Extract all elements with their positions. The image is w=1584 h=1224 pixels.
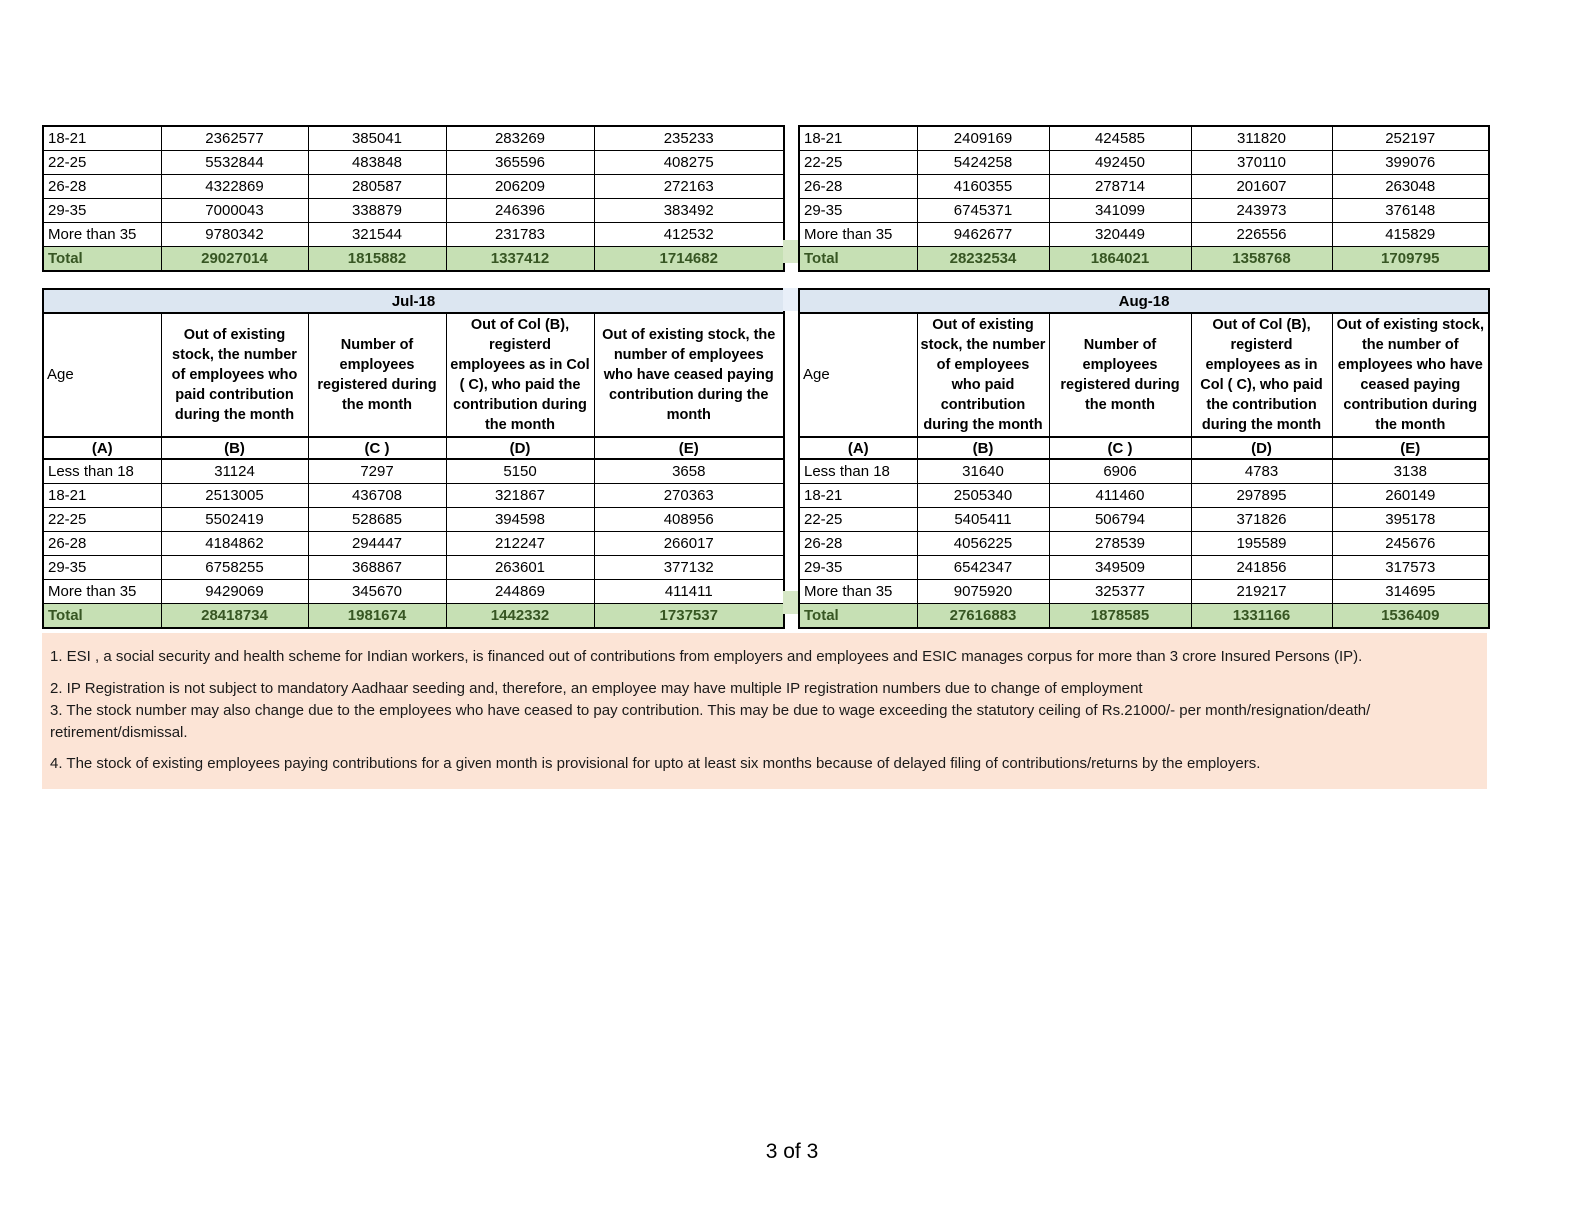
col-c-header: Number of employees registered during the month xyxy=(308,313,446,437)
table-row xyxy=(43,247,784,272)
value-cell: 31124 xyxy=(161,459,308,484)
value-cell: 219217 xyxy=(1191,580,1332,604)
age-label-cell: 18-21 xyxy=(799,484,917,508)
value-cell: 483848 xyxy=(308,151,446,175)
value-cell: 7297 xyxy=(308,459,446,484)
value-cell: 1714682 xyxy=(594,247,784,272)
value-cell: 3138 xyxy=(1332,459,1489,484)
table-row xyxy=(43,484,784,508)
value-cell: 280587 xyxy=(308,175,446,199)
value-cell: 244869 xyxy=(446,580,594,604)
age-label-cell: 22-25 xyxy=(43,151,161,175)
value-cell: 1331166 xyxy=(1191,604,1332,629)
value-cell: 31640 xyxy=(917,459,1049,484)
value-cell: 349509 xyxy=(1049,556,1191,580)
table-row xyxy=(43,459,784,484)
column-header-row xyxy=(43,313,784,437)
month-header-row xyxy=(43,289,784,313)
age-label-cell: More than 35 xyxy=(43,223,161,247)
value-cell: 1864021 xyxy=(1049,247,1191,272)
value-cell: 4783 xyxy=(1191,459,1332,484)
value-cell: 5532844 xyxy=(161,151,308,175)
value-cell: 241856 xyxy=(1191,556,1332,580)
footnote-1: 1. ESI , a social security and health scheme for Indian workers, is financed out of contributions from employers and employees and ESIC manages corpus for more than 3 crore Insured Persons (IP). xyxy=(50,648,1363,665)
value-cell: 7000043 xyxy=(161,199,308,223)
value-cell: 345670 xyxy=(308,580,446,604)
table-row xyxy=(799,484,1489,508)
value-cell: 294447 xyxy=(308,532,446,556)
value-cell: 1737537 xyxy=(594,604,784,629)
value-cell: 385041 xyxy=(308,126,446,151)
value-cell: 2409169 xyxy=(917,126,1049,151)
value-cell: 9780342 xyxy=(161,223,308,247)
age-label-cell: Total xyxy=(799,604,917,629)
value-cell: 2362577 xyxy=(161,126,308,151)
top-left-continuation-table xyxy=(42,125,785,272)
top-right-continuation-table xyxy=(798,125,1490,272)
col-letter-d: (D) xyxy=(446,437,594,459)
value-cell: 6758255 xyxy=(161,556,308,580)
col-e-header: Out of existing stock, the number of employees who have ceased paying contribution during the month xyxy=(1332,313,1489,437)
table-row xyxy=(799,175,1489,199)
value-cell: 263048 xyxy=(1332,175,1489,199)
value-cell: 278714 xyxy=(1049,175,1191,199)
value-cell: 245676 xyxy=(1332,532,1489,556)
value-cell: 1878585 xyxy=(1049,604,1191,629)
value-cell: 338879 xyxy=(308,199,446,223)
value-cell: 246396 xyxy=(446,199,594,223)
value-cell: 270363 xyxy=(594,484,784,508)
col-c-header: Number of employees registered during the month xyxy=(1049,313,1191,437)
value-cell: 311820 xyxy=(1191,126,1332,151)
column-letters-row xyxy=(43,437,784,459)
value-cell: 283269 xyxy=(446,126,594,151)
age-label-cell: 26-28 xyxy=(43,175,161,199)
value-cell: 370110 xyxy=(1191,151,1332,175)
age-label-cell: Total xyxy=(43,604,161,629)
month-header-row xyxy=(799,289,1489,313)
total-row-body xyxy=(43,247,784,272)
footnote-3: 3. The stock number may also change due to the employees who have ceased to pay contribution. This may be due to wage exceeding the statutory ceiling of Rs.21000/- per month/resignation/death/ xyxy=(50,702,1371,719)
col-d-header: Out of Col (B), registerd employees as in Col ( C), who paid the contribution during the month xyxy=(446,313,594,437)
footnote-2: 2. IP Registration is not subject to mandatory Aadhaar seeding and, therefore, an employee may have multiple IP registration numbers due to change of employment xyxy=(50,680,1143,697)
value-cell: 412532 xyxy=(594,223,784,247)
table-header xyxy=(799,289,1489,459)
table-row xyxy=(799,580,1489,604)
page-number: 3 of 3 xyxy=(765,1140,819,1163)
value-cell: 4056225 xyxy=(917,532,1049,556)
value-cell: 1442332 xyxy=(446,604,594,629)
table-row xyxy=(43,126,784,151)
value-cell: 2505340 xyxy=(917,484,1049,508)
value-cell: 365596 xyxy=(446,151,594,175)
value-cell: 206209 xyxy=(446,175,594,199)
col-letter-e: (E) xyxy=(594,437,784,459)
value-cell: 212247 xyxy=(446,532,594,556)
total-row-gap-tint xyxy=(783,240,798,263)
value-cell: 320449 xyxy=(1049,223,1191,247)
value-cell: 235233 xyxy=(594,126,784,151)
month-title: Aug-18 xyxy=(799,289,1489,313)
value-cell: 411411 xyxy=(594,580,784,604)
column-header-row xyxy=(799,313,1489,437)
table-body xyxy=(799,459,1489,604)
value-cell: 436708 xyxy=(308,484,446,508)
age-label-cell: 18-21 xyxy=(43,484,161,508)
value-cell: 314695 xyxy=(1332,580,1489,604)
value-cell: 272163 xyxy=(594,175,784,199)
table-header xyxy=(43,289,784,459)
column-letters-row xyxy=(799,437,1489,459)
value-cell: 1358768 xyxy=(1191,247,1332,272)
value-cell: 376148 xyxy=(1332,199,1489,223)
value-cell: 5502419 xyxy=(161,508,308,532)
table-body xyxy=(799,126,1489,247)
table-row xyxy=(799,508,1489,532)
age-label-cell: 29-35 xyxy=(43,199,161,223)
value-cell: 297895 xyxy=(1191,484,1332,508)
value-cell: 1981674 xyxy=(308,604,446,629)
value-cell: 506794 xyxy=(1049,508,1191,532)
table-row xyxy=(43,532,784,556)
table-row xyxy=(43,175,784,199)
table-row xyxy=(799,532,1489,556)
age-label-cell: 22-25 xyxy=(43,508,161,532)
table-row xyxy=(799,126,1489,151)
table-row xyxy=(43,508,784,532)
age-label-cell: Total xyxy=(799,247,917,272)
age-column-header: Age xyxy=(799,313,917,437)
value-cell: 6542347 xyxy=(917,556,1049,580)
age-label-cell: 22-25 xyxy=(799,508,917,532)
value-cell: 528685 xyxy=(308,508,446,532)
table-row xyxy=(799,151,1489,175)
value-cell: 231783 xyxy=(446,223,594,247)
col-d-header: Out of Col (B), registerd employees as in Col ( C), who paid the contribution during the month xyxy=(1191,313,1332,437)
value-cell: 28418734 xyxy=(161,604,308,629)
value-cell: 317573 xyxy=(1332,556,1489,580)
value-cell: 6906 xyxy=(1049,459,1191,484)
value-cell: 399076 xyxy=(1332,151,1489,175)
jul-18-table xyxy=(42,288,785,629)
value-cell: 9462677 xyxy=(917,223,1049,247)
age-label-cell: More than 35 xyxy=(43,580,161,604)
value-cell: 4160355 xyxy=(917,175,1049,199)
value-cell: 28232534 xyxy=(917,247,1049,272)
value-cell: 1815882 xyxy=(308,247,446,272)
col-letter-a: (A) xyxy=(799,437,917,459)
value-cell: 278539 xyxy=(1049,532,1191,556)
value-cell: 29027014 xyxy=(161,247,308,272)
month-header-gap-tint xyxy=(783,288,798,311)
value-cell: 368867 xyxy=(308,556,446,580)
value-cell: 408275 xyxy=(594,151,784,175)
col-b-header: Out of existing stock, the number of employees who paid contribution during the month xyxy=(161,313,308,437)
aug-18-table xyxy=(798,288,1490,629)
table-row xyxy=(43,556,784,580)
total-row-body xyxy=(799,247,1489,272)
table-row xyxy=(799,459,1489,484)
footnote-3-continued: retirement/dismissal. xyxy=(50,724,188,741)
age-label-cell: 29-35 xyxy=(799,199,917,223)
col-b-header: Out of existing stock, the number of employees who paid contribution during the month xyxy=(917,313,1049,437)
table-row xyxy=(43,151,784,175)
age-label-cell: Less than 18 xyxy=(43,459,161,484)
table-row xyxy=(799,247,1489,272)
value-cell: 266017 xyxy=(594,532,784,556)
value-cell: 5150 xyxy=(446,459,594,484)
table-row xyxy=(43,223,784,247)
age-label-cell: 26-28 xyxy=(799,175,917,199)
total-row-body xyxy=(43,604,784,629)
age-label-cell: 29-35 xyxy=(799,556,917,580)
value-cell: 394598 xyxy=(446,508,594,532)
value-cell: 2513005 xyxy=(161,484,308,508)
age-column-header: Age xyxy=(43,313,161,437)
col-letter-e: (E) xyxy=(1332,437,1489,459)
value-cell: 1536409 xyxy=(1332,604,1489,629)
value-cell: 321867 xyxy=(446,484,594,508)
table-row xyxy=(43,580,784,604)
age-label-cell: 29-35 xyxy=(43,556,161,580)
table-row xyxy=(799,604,1489,629)
value-cell: 27616883 xyxy=(917,604,1049,629)
value-cell: 408956 xyxy=(594,508,784,532)
col-letter-c: (C ) xyxy=(308,437,446,459)
value-cell: 492450 xyxy=(1049,151,1191,175)
col-letter-c: (C ) xyxy=(1049,437,1191,459)
age-label-cell: More than 35 xyxy=(799,580,917,604)
value-cell: 252197 xyxy=(1332,126,1489,151)
value-cell: 5424258 xyxy=(917,151,1049,175)
value-cell: 263601 xyxy=(446,556,594,580)
age-label-cell: 22-25 xyxy=(799,151,917,175)
age-label-cell: 26-28 xyxy=(799,532,917,556)
age-label-cell: 18-21 xyxy=(799,126,917,151)
value-cell: 9075920 xyxy=(917,580,1049,604)
value-cell: 226556 xyxy=(1191,223,1332,247)
col-letter-d: (D) xyxy=(1191,437,1332,459)
col-letter-a: (A) xyxy=(43,437,161,459)
value-cell: 377132 xyxy=(594,556,784,580)
value-cell: 415829 xyxy=(1332,223,1489,247)
value-cell: 383492 xyxy=(594,199,784,223)
value-cell: 1337412 xyxy=(446,247,594,272)
value-cell: 371826 xyxy=(1191,508,1332,532)
value-cell: 195589 xyxy=(1191,532,1332,556)
value-cell: 6745371 xyxy=(917,199,1049,223)
value-cell: 3658 xyxy=(594,459,784,484)
table-row xyxy=(43,199,784,223)
value-cell: 260149 xyxy=(1332,484,1489,508)
value-cell: 395178 xyxy=(1332,508,1489,532)
value-cell: 1709795 xyxy=(1332,247,1489,272)
value-cell: 4184862 xyxy=(161,532,308,556)
value-cell: 243973 xyxy=(1191,199,1332,223)
table-row xyxy=(43,604,784,629)
value-cell: 325377 xyxy=(1049,580,1191,604)
value-cell: 341099 xyxy=(1049,199,1191,223)
table-body xyxy=(43,126,784,247)
age-label-cell: 26-28 xyxy=(43,532,161,556)
value-cell: 424585 xyxy=(1049,126,1191,151)
value-cell: 5405411 xyxy=(917,508,1049,532)
value-cell: 4322869 xyxy=(161,175,308,199)
age-label-cell: Less than 18 xyxy=(799,459,917,484)
month-title: Jul-18 xyxy=(43,289,784,313)
age-label-cell: Total xyxy=(43,247,161,272)
table-row xyxy=(799,556,1489,580)
table-row xyxy=(799,199,1489,223)
footnote-4: 4. The stock of existing employees paying contributions for a given month is provisional for upto at least six months because of delayed filing of contributions/returns by the employers. xyxy=(50,755,1261,772)
col-e-header: Out of existing stock, the number of employees who have ceased paying contribution during the month xyxy=(594,313,784,437)
value-cell: 411460 xyxy=(1049,484,1191,508)
age-label-cell: 18-21 xyxy=(43,126,161,151)
value-cell: 201607 xyxy=(1191,175,1332,199)
age-label-cell: More than 35 xyxy=(799,223,917,247)
value-cell: 321544 xyxy=(308,223,446,247)
table-body xyxy=(43,459,784,604)
footnotes-block xyxy=(42,633,1487,789)
value-cell: 9429069 xyxy=(161,580,308,604)
table-row xyxy=(799,223,1489,247)
total-row-gap-tint xyxy=(783,591,798,614)
total-row-body xyxy=(799,604,1489,629)
col-letter-b: (B) xyxy=(917,437,1049,459)
col-letter-b: (B) xyxy=(161,437,308,459)
